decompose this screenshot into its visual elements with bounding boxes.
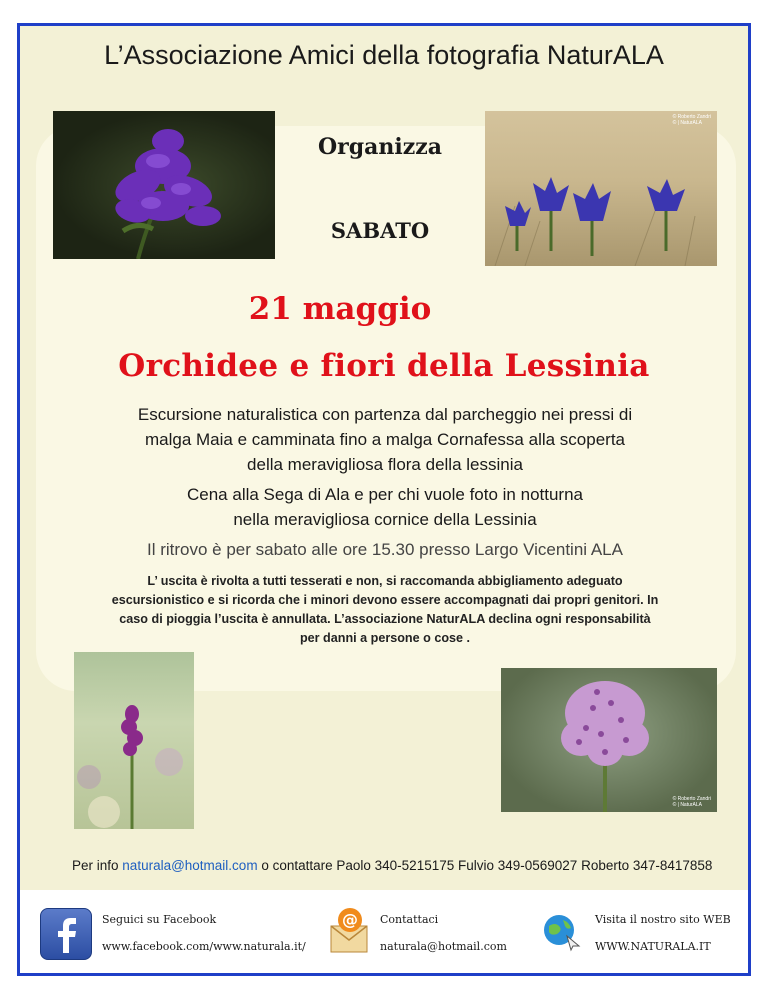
footer-contact[interactable]: [325, 890, 525, 976]
photo-campanula: [53, 111, 275, 259]
text-line: Cena alla Sega di Ala e per chi vuole foto in notturna: [187, 485, 583, 504]
page-title: L’Associazione Amici della fotografia NaturALA: [104, 40, 664, 70]
contact-phones: o contattare Paolo 340-5215175 Fulvio 349-0569027 Roberto 347-8417858: [261, 858, 713, 873]
poster-frame: [17, 23, 751, 976]
text-line: L’ uscita è rivolta a tutti tesserati e non, si raccomanda abbigliamento adeguato: [147, 574, 623, 588]
contact-prefix: Per info: [72, 858, 119, 873]
text-line: nella meravigliosa cornice della Lessinia: [233, 510, 537, 529]
text-line: caso di pioggia l’uscita è annullata. L’associazione NaturALA declina ogni responsabilità: [119, 612, 651, 626]
facebook-label: Seguici su Facebook: [102, 913, 217, 926]
footer-email[interactable]: naturala@hotmail.com: [380, 940, 507, 953]
footer: [20, 890, 748, 976]
dinner-paragraph: [50, 482, 720, 532]
text-line: malga Maia e camminata fino a malga Cornafessa alla scoperta: [144, 430, 626, 449]
event-title: Orchidee e fiori della Lessinia: [118, 348, 650, 384]
contact-email-link[interactable]: naturala@hotmail.com: [122, 858, 258, 873]
text-line: per danni a persone o cose .: [299, 631, 471, 645]
photo-orchid-pink: [501, 668, 717, 812]
day-label: SABATO: [330, 218, 430, 243]
photo-gentians: [485, 111, 717, 266]
facebook-url[interactable]: www.facebook.com/www.naturala.it/: [102, 940, 306, 953]
globe-icon[interactable]: [541, 912, 581, 952]
description-paragraph: [50, 402, 720, 477]
credit-line: © Roberto Zandri: [672, 796, 711, 802]
notice-paragraph: [60, 572, 710, 648]
event-date: 21 maggio: [248, 291, 432, 327]
footer-facebook[interactable]: [20, 890, 320, 976]
credit-line: © Roberto Zandri: [672, 114, 711, 120]
text-line: della meravigliosa flora della lessinia: [247, 455, 523, 474]
svg-text:@: @: [342, 910, 358, 929]
credit-line: © | NaturALA: [672, 802, 703, 808]
email-icon[interactable]: [328, 906, 370, 956]
photo-credit: [673, 796, 711, 808]
contact-label: Contattaci: [380, 913, 439, 926]
credit-line: © | NaturALA: [672, 120, 703, 126]
footer-web[interactable]: [535, 890, 748, 976]
text-line: escursionistico e si ricorda che i minori devono essere accompagnati dai propri genitori. In: [111, 593, 659, 607]
web-url[interactable]: WWW.NATURALA.IT: [595, 940, 711, 953]
facebook-icon[interactable]: [40, 908, 92, 960]
photo-credit: [673, 114, 711, 126]
contact-info: [72, 858, 751, 873]
text-line: Escursione naturalistica con partenza dal parcheggio nei pressi di: [137, 405, 633, 424]
web-label: Visita il nostro sito WEB: [595, 913, 731, 926]
photo-orchid-purple: [74, 652, 194, 829]
organizza-label: Organizza: [318, 134, 442, 160]
meeting-info: Il ritrovo è per sabato alle ore 15.30 presso Largo Vicentini ALA: [147, 540, 623, 559]
